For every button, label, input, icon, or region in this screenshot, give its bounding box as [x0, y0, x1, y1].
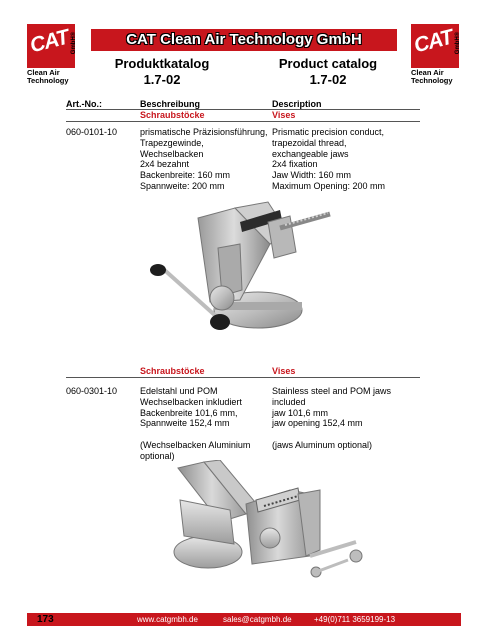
footer-bar [27, 613, 461, 626]
description-de [140, 386, 250, 462]
category-divider [66, 377, 420, 378]
logo-badge: GmbH® [71, 31, 78, 55]
description-line: Maximum Opening: 200 mm [272, 180, 386, 191]
description-line: Wechselbacken [140, 148, 204, 159]
category-de: Schraubstöcke [140, 366, 205, 376]
description-line: prismatische Präzisionsführung, [140, 127, 268, 137]
description-de [140, 127, 268, 192]
description-line: Backenbreite 101,6 mm, [140, 407, 238, 418]
description-line: included [272, 396, 306, 407]
description-line: Spannweite 152,4 mm [140, 418, 230, 429]
description-line: (jaws Aluminum optional) [272, 439, 373, 450]
description-line [272, 429, 391, 440]
column-header-beschreibung: Beschreibung [140, 99, 201, 109]
description-line: optional) [140, 450, 175, 461]
description-line [140, 429, 250, 440]
bench-vise-image-2 [160, 460, 370, 580]
column-header-description: Description [272, 99, 322, 109]
description-en [272, 127, 385, 192]
company-banner [91, 29, 397, 51]
article-number: 060-0101-10 [66, 127, 118, 137]
description-line: exchangeable jaws [272, 148, 349, 159]
description-line: jaw opening 152,4 mm [272, 418, 363, 429]
logo-mark [411, 24, 462, 68]
header-divider [66, 109, 420, 110]
catalog-title-en: Product catalog [278, 56, 378, 71]
logo-badge: GmbH® [455, 31, 462, 55]
bench-vise-image-1 [140, 198, 340, 348]
description-line: Stainless steel and POM jaws [272, 386, 392, 396]
logo-subtitle-line2: Technology [411, 76, 453, 85]
description-line: Jaw Width: 160 mm [272, 170, 352, 181]
logo-text: CAT [27, 25, 71, 58]
logo-subtitle [411, 69, 469, 85]
description-line: 2x4 fixation [272, 159, 318, 170]
logo-subtitle-line1: Clean Air [27, 68, 60, 77]
description-line: Prismatic precision conduct, [272, 127, 385, 137]
description-line: Wechselbacken inkludiert [140, 396, 242, 407]
email-link[interactable]: sales@catgmbh.de [223, 615, 292, 624]
description-line: Edelstahl und POM [140, 386, 218, 396]
logo-right [411, 24, 469, 85]
description-line: Trapezgewinde, [140, 137, 204, 148]
description-line: (Wechselbacken Aluminium [140, 439, 251, 450]
website-link[interactable]: www.catgmbh.de [137, 615, 198, 624]
category-en: Vises [272, 366, 296, 376]
logo-subtitle-line1: Clean Air [411, 68, 444, 77]
description-line: Backenbreite: 160 mm [140, 170, 231, 181]
section-code-de: 1.7-02 [143, 72, 181, 87]
description-line: jaw 101,6 mm [272, 407, 329, 418]
logo-subtitle [27, 69, 85, 85]
description-en [272, 386, 391, 451]
description-line: Spannweite: 200 mm [140, 180, 225, 191]
logo-left [27, 24, 85, 85]
section-code-en: 1.7-02 [309, 72, 347, 87]
logo-subtitle-line2: Technology [27, 76, 69, 85]
category-divider [66, 121, 420, 122]
phone-number: +49(0)711 3659199-13 [314, 615, 396, 624]
page-number: 173 [37, 614, 54, 625]
description-line: trapezoidal thread, [272, 137, 347, 148]
logo-text: CAT [411, 25, 455, 58]
catalog-title-de: Produktkatalog [114, 56, 210, 71]
company-name: CAT Clean Air Technology GmbH [126, 31, 362, 48]
category-de: Schraubstöcke [140, 110, 205, 120]
column-header-art-no: Art.-No.: [66, 99, 102, 109]
logo-mark [27, 24, 78, 68]
description-line: 2x4 bezahnt [140, 159, 190, 170]
category-en: Vises [272, 110, 296, 120]
article-number: 060-0301-10 [66, 386, 118, 396]
